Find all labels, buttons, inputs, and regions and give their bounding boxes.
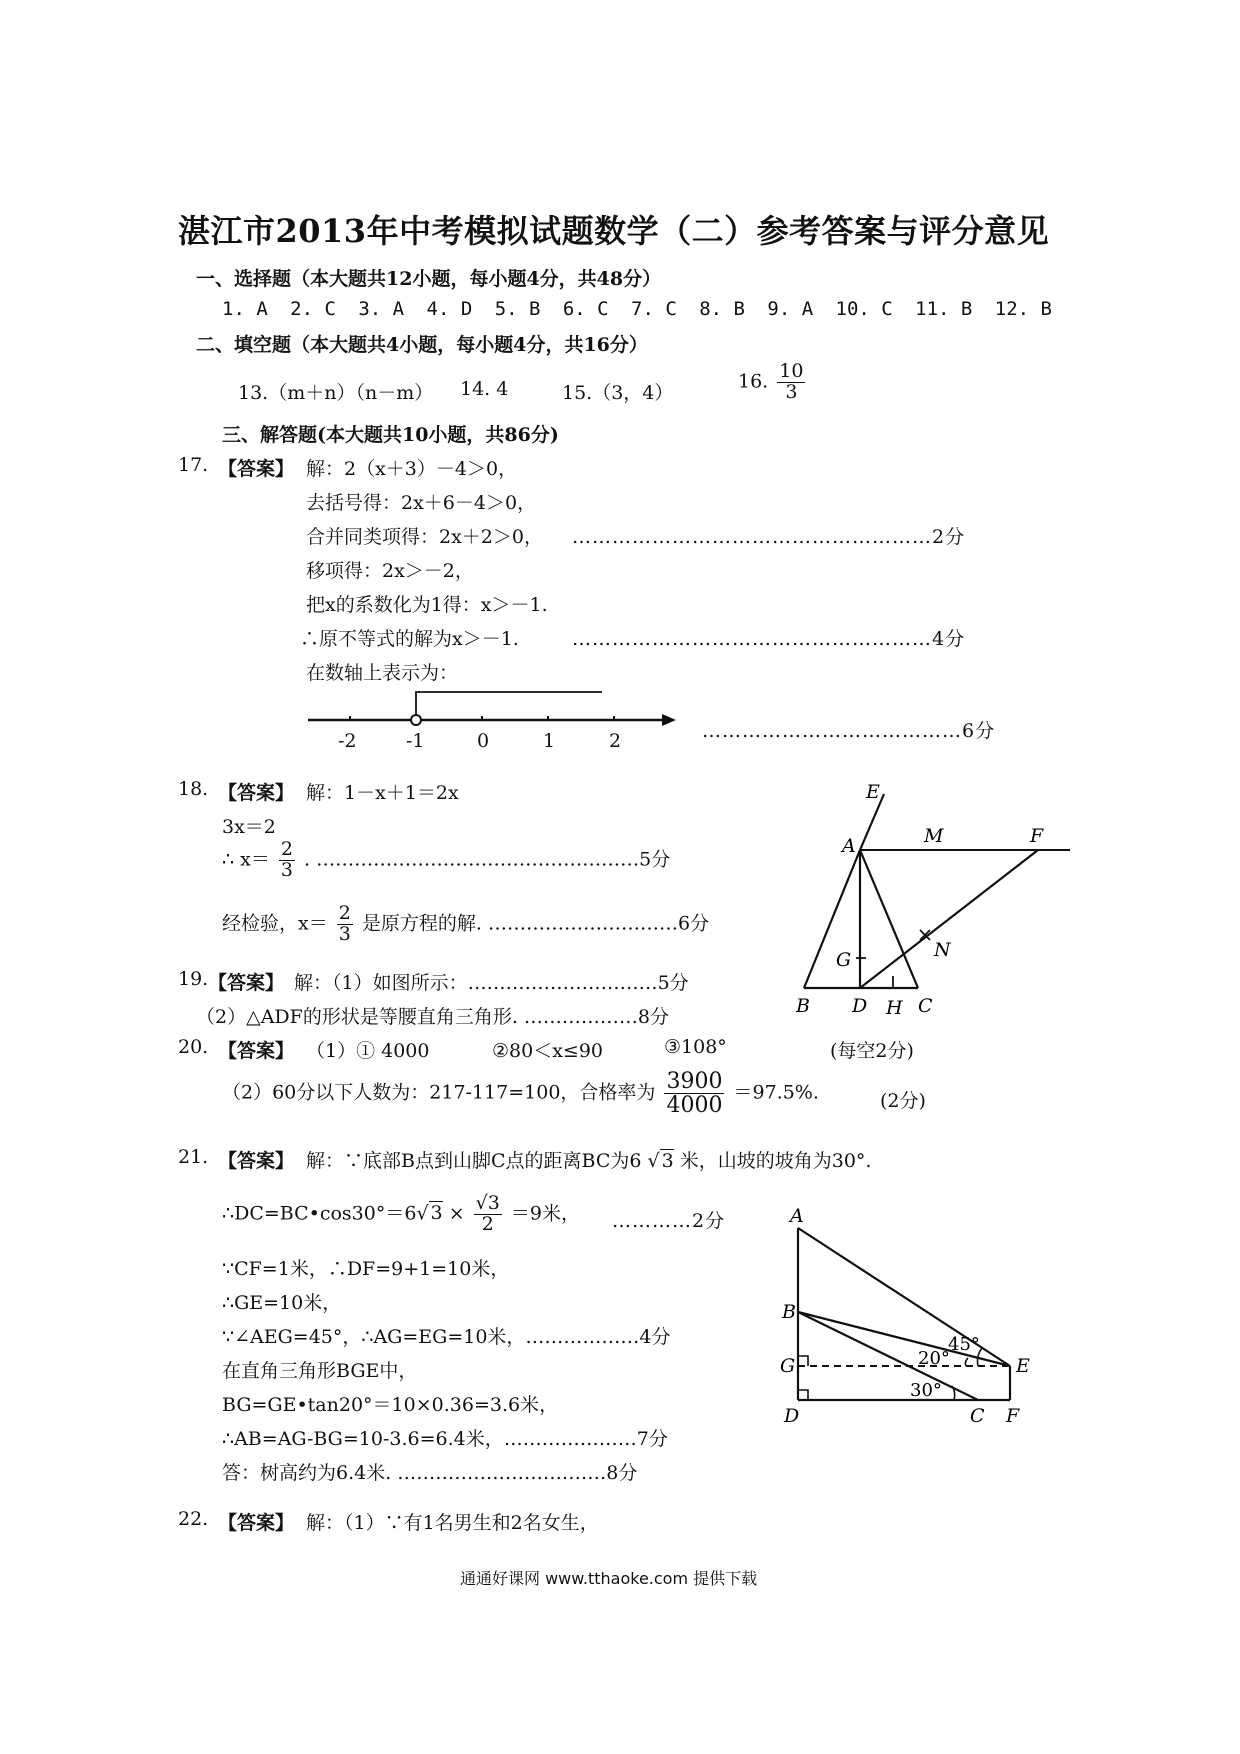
fraction-numerator: 3900 <box>666 1069 723 1094</box>
point-label-D: D <box>784 1405 800 1427</box>
axis-tick-label: -1 <box>406 730 425 752</box>
sqrt-sign: √ <box>647 1150 660 1172</box>
axis-tick-label: -2 <box>338 730 357 752</box>
q21-line: BG=GE•tan20°＝10×0.36=3.6米， <box>222 1394 559 1416</box>
q21-line: ∴GE=10米， <box>222 1292 342 1314</box>
point-label-F: F <box>1030 825 1044 847</box>
q17-answer-tag: 【答案】 <box>218 458 295 480</box>
q18-check-suffix: 是原方程的解. …………………………6分 <box>361 912 710 935</box>
q20-part-c: ③108° <box>664 1036 727 1058</box>
score-dots: …………………………………6分 <box>702 720 996 742</box>
q18-line <box>222 904 709 945</box>
section-choice-heading: 一、选择题（本大题共12小题，每小题4分，共48分） <box>196 268 662 290</box>
q21-line: ∵∠AEG=45°，∴AG=EG=10米，………………4分 <box>222 1326 671 1348</box>
q20-rate-suffix: ＝97.5%. <box>733 1081 819 1104</box>
point-label-A: A <box>842 835 856 857</box>
q19-number: 19. <box>178 968 209 990</box>
answer-13: 13.（m＋n）（n－m） <box>238 382 434 404</box>
fraction-numerator: √3 <box>475 1192 500 1214</box>
fraction-denominator: 2 <box>481 1212 494 1235</box>
point-label-H: H <box>886 997 903 1019</box>
section-solution-heading: 三、解答题(本大题共10小题，共86分) <box>222 424 559 446</box>
fraction <box>777 362 805 403</box>
q17-line: 解：2（x＋3）－4＞0， <box>306 458 518 480</box>
q20-line <box>222 1070 819 1117</box>
fraction-numerator: 2 <box>280 838 293 860</box>
q20-score-note: (每空2分) <box>830 1040 914 1062</box>
times-sign: × <box>448 1202 465 1225</box>
fraction-denominator: 4000 <box>666 1093 723 1119</box>
fraction-denominator: 3 <box>280 858 293 881</box>
q21-answer-tag: 【答案】 <box>218 1150 295 1172</box>
q21-line: ∵CF=1米，∴DF=9+1=10米， <box>222 1258 510 1280</box>
sqrt-radicand: 3 <box>661 1150 674 1172</box>
point-label-M: M <box>924 825 944 847</box>
q21-line <box>306 1146 871 1173</box>
section-fill-heading: 二、填空题（本大题共4小题，每小题4分，共16分） <box>196 334 648 356</box>
q21-intro: 解：∵底部B点到山脚C点的距离BC为6 <box>306 1150 642 1172</box>
point-label-E: E <box>1016 1355 1030 1377</box>
q19-line: 解：（1）如图所示：…………………………5分 <box>294 972 689 994</box>
q21-number: 21. <box>178 1146 209 1168</box>
fraction <box>664 1070 724 1117</box>
point-label-C: C <box>970 1405 985 1427</box>
score-dots: …………2分 <box>612 1210 726 1232</box>
q22-number: 22. <box>178 1508 209 1530</box>
q21-intro-tail: 米，山坡的坡角为30°. <box>679 1150 872 1172</box>
point-label-C: C <box>918 995 933 1017</box>
angle-label-45: 45° <box>948 1334 980 1355</box>
q20-number: 20. <box>178 1036 209 1058</box>
fraction <box>279 840 295 881</box>
answer-item: 11. B <box>915 298 973 320</box>
point-label-G: G <box>836 949 852 971</box>
q21-line: 答：树高约为6.4米. ……………………………8分 <box>222 1462 638 1484</box>
q18-line: 解：1－x＋1＝2x <box>306 782 459 804</box>
answer-item: 1. A <box>222 298 268 320</box>
point-label-B: B <box>796 995 810 1017</box>
point-label-D: D <box>852 995 868 1017</box>
answer-item: 8. B <box>699 298 745 320</box>
angle-label-20: 20° <box>918 1348 950 1369</box>
axis-tick-label: 2 <box>609 730 622 752</box>
point-label-F: F <box>1006 1405 1020 1427</box>
score-dots: ………………………………………………4分 <box>572 628 966 650</box>
point-label-E: E <box>866 781 880 803</box>
figure-tree-slope <box>770 1204 1060 1444</box>
q20-part-a: （1）① 4000 <box>306 1040 430 1062</box>
q18-check-prefix: 经检验，x＝ <box>222 912 328 935</box>
fraction-numerator: 10 <box>779 360 804 382</box>
q20-rate-prefix: （2）60分以下人数为：217-117=100，合格率为 <box>222 1081 656 1104</box>
fraction-numerator: 2 <box>338 902 351 924</box>
answer-item: 2. C <box>290 298 336 320</box>
answer-item: 9. A <box>767 298 814 320</box>
fraction-denominator: 3 <box>785 380 798 403</box>
point-label-A: A <box>790 1205 804 1227</box>
point-label-B: B <box>782 1301 796 1323</box>
fraction <box>474 1194 502 1235</box>
sqrt-sign: √ <box>416 1202 429 1225</box>
answer-15: 15.（3，4） <box>562 382 674 404</box>
answer-item: 12. B <box>994 298 1052 320</box>
q18-eq-prefix: ∴ x＝ <box>222 848 270 871</box>
q20-part-b: ②80＜x≤90 <box>492 1040 604 1062</box>
fraction <box>337 904 353 945</box>
answer-14: 14. 4 <box>460 378 509 400</box>
number-line <box>300 688 680 758</box>
page-footer: 通通好课网 www.tthaoke.com 提供下载 <box>460 1569 758 1588</box>
fraction-denominator: 3 <box>338 922 351 945</box>
q21-line: 在直角三角形BGE中， <box>222 1360 418 1382</box>
q22-answer-tag: 【答案】 <box>218 1512 295 1534</box>
answer-item: 6. C <box>562 298 609 320</box>
q18-line: 3x＝2 <box>222 816 276 838</box>
axis-tick-label: 0 <box>477 730 490 752</box>
answer-item: 7. C <box>631 298 677 320</box>
q18-answer-tag: 【答案】 <box>218 782 295 804</box>
q18-line <box>222 840 670 881</box>
q21-line: ∴AB=AG-BG=10-3.6=6.4米，…………………7分 <box>222 1428 668 1450</box>
answer-16-label: 16. <box>738 370 769 393</box>
q17-line: 在数轴上表示为： <box>306 662 459 684</box>
q17-line: ∴原不等式的解为x＞－1. <box>300 628 519 650</box>
q17-number: 17. <box>178 454 209 476</box>
figure-triangle-adf <box>780 780 1080 1020</box>
answer-16 <box>738 362 808 403</box>
q19-answer-tag: 【答案】 <box>208 972 285 994</box>
q17-line: 移项得：2x＞－2， <box>306 560 474 582</box>
answer-item: 3. A <box>358 298 405 320</box>
q18-number: 18. <box>178 778 209 800</box>
sqrt-radicand: 3 <box>430 1202 443 1225</box>
axis-tick-label: 1 <box>543 730 556 752</box>
q21-dc-prefix: ∴DC=BC•cos30°＝6 <box>222 1202 417 1225</box>
point-label-G: G <box>780 1355 796 1377</box>
answer-item: 4. D <box>426 298 473 320</box>
q17-line: 去括号得：2x＋6－4＞0， <box>306 492 537 514</box>
q21-dc-suffix: ＝9米， <box>510 1202 580 1225</box>
choice-answers <box>222 298 1052 320</box>
q17-line: 合并同类项得：2x＋2＞0， <box>306 526 543 548</box>
page-title: 湛江市2013年中考模拟试题数学（二）参考答案与评分意见 <box>178 212 1050 250</box>
q21-line <box>222 1194 580 1235</box>
q22-line: 解：（1）∵有1名男生和2名女生， <box>306 1512 599 1534</box>
point-label-N: N <box>934 939 951 961</box>
answer-item: 10. C <box>835 298 893 320</box>
q20-score-note: (2分) <box>880 1090 926 1112</box>
angle-label-30: 30° <box>910 1380 942 1401</box>
q20-answer-tag: 【答案】 <box>218 1040 295 1062</box>
q19-line: （2）△ADF的形状是等腰直角三角形. ………………8分 <box>196 1006 670 1028</box>
score-dots: ………………………………………………2分 <box>572 526 966 548</box>
answer-item: 5. B <box>494 298 541 320</box>
score-dots: . ……………………………………………5分 <box>304 848 671 871</box>
q17-line: 把x的系数化为1得：x＞－1. <box>306 594 548 616</box>
